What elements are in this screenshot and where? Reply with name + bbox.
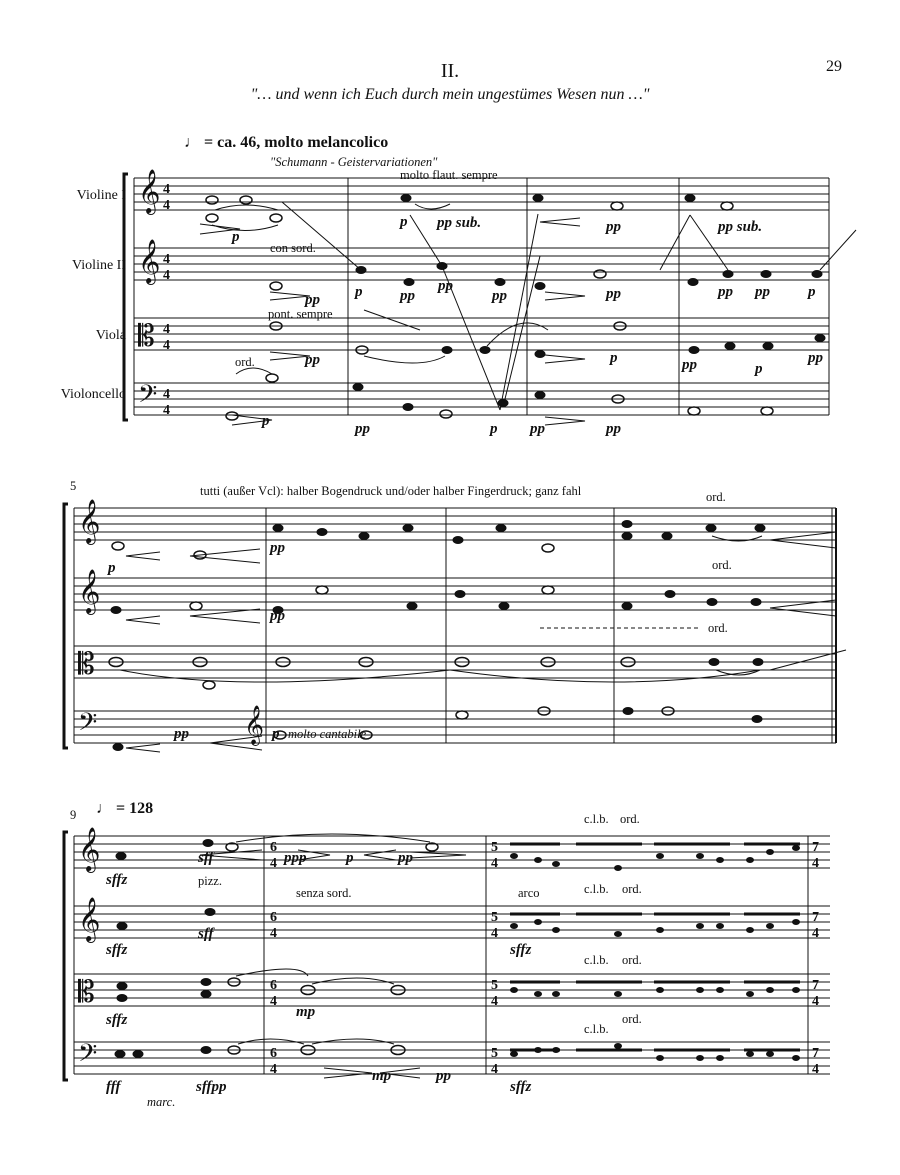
svg-text:4: 4 [491,926,498,941]
svg-text:pp: pp [808,350,823,366]
svg-text:p: p [262,413,270,429]
instrument-violine-1: Violine I [76,188,126,203]
instrument-violine-2: Violine II [72,258,126,273]
pont-sempre-annotation: pont. sempre [268,307,333,321]
svg-text:mp: mp [296,1004,316,1020]
svg-text:𝄡: 𝄡 [78,976,95,1009]
svg-text:𝄞: 𝄞 [138,171,161,213]
svg-text:p: p [808,284,816,300]
svg-text:4: 4 [812,1062,819,1077]
svg-text:pp: pp [682,357,697,373]
svg-text:4: 4 [270,856,277,871]
svg-text:𝄞: 𝄞 [78,571,101,613]
svg-text:pp: pp [606,421,621,437]
svg-text:pp: pp [436,1068,451,1084]
svg-text:𝄞: 𝄞 [78,899,101,941]
svg-text:5: 5 [491,910,498,925]
system-2-clefs [78,500,264,746]
svg-text:pp: pp [755,284,770,300]
system-3-sixteenths [510,845,800,1061]
svg-text:pp: pp [492,288,507,304]
svg-text:p: p [400,214,408,230]
svg-text:4: 4 [163,182,170,197]
svg-text:sffz: sffz [510,1079,532,1095]
svg-text:4: 4 [491,1062,498,1077]
svg-text:p: p [108,560,116,576]
svg-text:7: 7 [812,910,819,925]
svg-text:p: p [272,726,280,742]
system-2-notes [109,521,765,751]
quarter-note-icon: ♩ [96,800,112,817]
svg-text:p: p [232,229,240,245]
senza-sord-annotation: senza sord. [296,886,352,900]
svg-text:4: 4 [270,994,277,1009]
svg-text:pp: pp [530,421,545,437]
system-3-notes [115,840,438,1058]
svg-text:pp: pp [606,219,621,235]
svg-text:4: 4 [163,338,170,353]
instrument-viola: Viola [95,328,126,343]
svg-text:𝄞: 𝄞 [244,707,265,744]
svg-text:5: 5 [491,840,498,855]
svg-text:pp: pp [718,284,733,300]
arco-annotation: arco [518,886,540,900]
svg-text:7: 7 [812,978,819,993]
tempo-marking-2: ♩ = 128 [96,800,154,817]
svg-text:pp: pp [270,608,285,624]
ord-annotation-2b: ord. [712,558,732,572]
ord-annotation: ord. [235,355,255,369]
svg-text:6: 6 [270,1046,277,1061]
svg-text:4: 4 [270,926,277,941]
clb-annotation-3: c.l.b. [584,953,609,967]
svg-text:pp: pp [400,288,415,304]
svg-text:pp: pp [305,292,320,308]
svg-text:𝄞: 𝄞 [78,501,101,543]
svg-text:𝄢: 𝄢 [78,709,98,742]
ord-annotation-2c: ord. [708,621,728,635]
svg-text:4: 4 [491,856,498,871]
system-3-staves [74,836,830,1074]
clb-annotation-4: c.l.b. [584,1022,609,1036]
svg-text:fff: fff [106,1079,121,1095]
svg-text:𝄢: 𝄢 [138,381,158,414]
tempo-marking-1: ♩ = ca. 46, molto melancolico [184,134,389,151]
pizz-annotation: pizz. [198,874,222,888]
movement-title: II. [440,60,460,82]
performance-instruction: tutti (außer Vcl): halber Bogendruck und/oder halber Fingerdruck; ganz fahl [200,484,582,498]
system-3-lines [200,834,466,1078]
svg-text:6: 6 [270,910,277,925]
svg-text:sffpp: sffpp [196,1079,227,1095]
svg-text:7: 7 [812,840,819,855]
marc-annotation: marc. [147,1095,176,1109]
svg-text:4: 4 [812,926,819,941]
movement-subtitle: "… und wenn ich Euch durch mein ungestümes Wesen nun …" [250,86,650,103]
svg-text:4: 4 [270,1062,277,1077]
svg-text:pp: pp [355,421,370,437]
molto-cantabile-annotation: molto cantabile [288,727,367,741]
svg-text:4: 4 [163,387,170,402]
system-1-clefs [138,170,160,414]
instrument-violoncello: Violoncello [60,387,126,402]
ord-annotation-3b: ord. [622,882,642,896]
svg-text:p: p [355,284,363,300]
svg-text:𝄢: 𝄢 [78,1040,98,1073]
svg-text:4: 4 [812,856,819,871]
svg-text:ppp: ppp [284,850,307,866]
svg-text:p: p [490,421,498,437]
quarter-note-icon: ♩ [184,134,200,151]
svg-text:𝄞: 𝄞 [138,241,161,283]
ord-annotation-2a: ord. [706,490,726,504]
svg-text:6: 6 [270,978,277,993]
page-number: 29 [826,58,842,75]
con-sord-annotation: con sord. [270,241,316,255]
svg-text:4: 4 [163,268,170,283]
svg-text:p: p [346,850,354,866]
svg-text:p: p [755,361,763,377]
ord-annotation-3a: ord. [620,812,640,826]
svg-text:pp sub.: pp sub. [437,215,482,231]
system-3-clefs [78,828,100,1073]
measure-number-9: 9 [70,808,77,822]
clb-annotation-2: c.l.b. [584,882,609,896]
svg-text:𝄞: 𝄞 [78,829,101,871]
svg-text:pp: pp [270,540,285,556]
svg-text:pp: pp [305,352,320,368]
svg-text:4: 4 [163,403,170,418]
ord-annotation-3d: ord. [622,1012,642,1026]
svg-text:4: 4 [163,198,170,213]
svg-text:pp: pp [398,850,413,866]
svg-text:𝄡: 𝄡 [138,320,155,353]
svg-text:6: 6 [270,840,277,855]
svg-text:pp sub.: pp sub. [718,219,763,235]
clb-annotation-1: c.l.b. [584,812,609,826]
ord-annotation-3c: ord. [622,953,642,967]
svg-text:4: 4 [491,994,498,1009]
svg-text:pp: pp [174,726,189,742]
system-1-lines [200,202,856,425]
molto-flaut-annotation: molto flaut. sempre [400,168,498,182]
svg-text:sffz: sffz [106,872,128,888]
svg-text:4: 4 [163,252,170,267]
svg-text:mp: mp [372,1068,392,1084]
svg-text:sff: sff [198,850,214,866]
svg-text:sff: sff [198,926,214,942]
schumann-quote: "Schumann - Geistervariationen" [270,155,438,169]
measure-number-5: 5 [70,479,77,493]
svg-text:7: 7 [812,1046,819,1061]
svg-text:p: p [610,350,618,366]
svg-text:4: 4 [163,322,170,337]
svg-text:4: 4 [812,994,819,1009]
svg-text:𝄡: 𝄡 [78,648,95,681]
svg-text:sffz: sffz [106,1012,128,1028]
system-3-time-signatures [270,840,819,1077]
system-3-beams [510,844,800,1050]
svg-text:sffz: sffz [106,942,128,958]
svg-text:pp: pp [438,278,453,294]
svg-text:5: 5 [491,1046,498,1061]
svg-text:5: 5 [491,978,498,993]
svg-text:pp: pp [606,286,621,302]
svg-text:sffz: sffz [510,942,532,958]
